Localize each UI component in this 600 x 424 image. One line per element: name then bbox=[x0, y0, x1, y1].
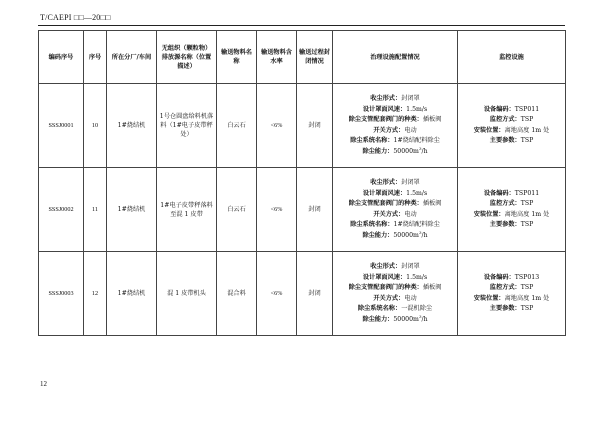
header-closed: 输送过程封闭情况 bbox=[297, 31, 333, 84]
cell-code: SSSJ0003 bbox=[39, 252, 84, 336]
monitor-label: 监控方式： bbox=[489, 116, 521, 123]
monitor-value: TSP011 bbox=[514, 189, 540, 197]
unit-superscript: 3 bbox=[418, 229, 422, 235]
monitor-value: TSP bbox=[520, 284, 534, 291]
treatment-line bbox=[335, 178, 455, 189]
treatment-line bbox=[335, 273, 455, 284]
header-monitor: 监控设施 bbox=[458, 31, 566, 84]
table-header-row bbox=[39, 31, 566, 84]
treatment-label: 设计罩面风速： bbox=[362, 273, 407, 281]
treatment-value: 电动 bbox=[404, 126, 417, 134]
cell-source: 混 1 皮带机头 bbox=[157, 252, 217, 336]
treatment-value: 电动 bbox=[404, 210, 417, 218]
cell-code: SSSJ0002 bbox=[39, 168, 84, 252]
cell-workshop: 1#烧结机 bbox=[107, 168, 157, 252]
emission-source-table bbox=[38, 30, 566, 336]
treatment-label: 除尘支管配套阀门的种类： bbox=[348, 284, 423, 291]
treatment-value: 1.5m/s bbox=[406, 273, 428, 281]
treatment-value: 1#烧结配料除尘 bbox=[393, 137, 440, 144]
monitor-line bbox=[460, 126, 563, 137]
unit-suffix: /h bbox=[421, 315, 428, 323]
monitor-line bbox=[460, 189, 563, 200]
treatment-label: 收尘形式： bbox=[370, 263, 402, 270]
header-moisture: 输送物料含水率 bbox=[257, 31, 297, 84]
treatment-value: 50000m bbox=[393, 147, 419, 155]
treatment-label: 设计罩面风速： bbox=[362, 105, 407, 113]
cell-treatment bbox=[333, 84, 458, 168]
monitor-value: 离地高度 1m 处 bbox=[504, 126, 550, 134]
monitor-value: TSP011 bbox=[514, 105, 540, 113]
treatment-value: 封闭罩 bbox=[401, 263, 420, 270]
treatment-label: 除尘系统名称： bbox=[357, 305, 402, 312]
cell-moisture: <6% bbox=[257, 252, 297, 336]
treatment-line bbox=[335, 304, 455, 315]
cell-workshop: 1#烧结机 bbox=[107, 252, 157, 336]
monitor-value: 离地高度 1m 处 bbox=[504, 294, 550, 302]
treatment-value: 电动 bbox=[404, 294, 417, 302]
monitor-line bbox=[460, 115, 563, 126]
monitor-label: 设备编码： bbox=[483, 189, 515, 197]
monitor-label: 主要参数： bbox=[489, 305, 521, 312]
table-row bbox=[39, 168, 566, 252]
cell-material: 白云石 bbox=[217, 84, 257, 168]
unit-suffix: /h bbox=[421, 147, 428, 155]
treatment-value: 1#烧结配料除尘 bbox=[393, 221, 440, 228]
cell-treatment bbox=[333, 168, 458, 252]
unit-superscript: 3 bbox=[418, 145, 422, 151]
monitor-value: 离地高度 1m 处 bbox=[504, 210, 550, 218]
unit-suffix: /h bbox=[421, 231, 428, 239]
cell-seq: 10 bbox=[84, 84, 107, 168]
monitor-value: TSP013 bbox=[514, 273, 540, 281]
treatment-value: 一混机除尘 bbox=[401, 305, 433, 312]
cell-seq: 11 bbox=[84, 168, 107, 252]
treatment-value: 插板阀 bbox=[422, 116, 442, 123]
cell-closed: 封闭 bbox=[297, 168, 333, 252]
table-row bbox=[39, 252, 566, 336]
treatment-line bbox=[335, 231, 455, 242]
cell-closed: 封闭 bbox=[297, 84, 333, 168]
cell-monitor bbox=[458, 252, 566, 336]
monitor-label: 监控方式： bbox=[489, 284, 521, 291]
treatment-line bbox=[335, 210, 455, 221]
header-seq: 序号 bbox=[84, 31, 107, 84]
treatment-line bbox=[335, 136, 455, 147]
monitor-value: TSP bbox=[520, 221, 534, 228]
treatment-label: 设计罩面风速： bbox=[362, 189, 407, 197]
treatment-value: 1.5m/s bbox=[406, 105, 428, 113]
treatment-label: 开关方式： bbox=[373, 126, 405, 134]
monitor-value: TSP bbox=[520, 116, 534, 123]
cell-monitor bbox=[458, 84, 566, 168]
treatment-line bbox=[335, 199, 455, 210]
treatment-line bbox=[335, 220, 455, 231]
cell-moisture: <6% bbox=[257, 168, 297, 252]
monitor-line bbox=[460, 220, 563, 231]
treatment-line bbox=[335, 115, 455, 126]
header-code: 编码序号 bbox=[39, 31, 84, 84]
treatment-line bbox=[335, 105, 455, 116]
cell-code: SSSJ0001 bbox=[39, 84, 84, 168]
treatment-label: 除尘系统名称： bbox=[350, 221, 394, 228]
cell-source: 1号仓圆盘给料机落料（1#电子皮带秤处） bbox=[157, 84, 217, 168]
treatment-line bbox=[335, 147, 455, 158]
monitor-line bbox=[460, 136, 563, 147]
header-rule bbox=[38, 25, 565, 26]
treatment-value: 插板阀 bbox=[422, 284, 442, 291]
treatment-label: 除尘能力： bbox=[362, 315, 394, 323]
page-number: 12 bbox=[40, 380, 47, 388]
monitor-line bbox=[460, 283, 563, 294]
header-treatment: 治理设施配置情况 bbox=[333, 31, 458, 84]
monitor-label: 监控方式： bbox=[489, 200, 521, 207]
treatment-value: 50000m bbox=[393, 315, 419, 323]
treatment-value: 封闭罩 bbox=[401, 179, 420, 186]
treatment-line bbox=[335, 262, 455, 273]
monitor-line bbox=[460, 210, 563, 221]
treatment-value: 1.5m/s bbox=[406, 189, 428, 197]
cell-material: 混合料 bbox=[217, 252, 257, 336]
treatment-value: 封闭罩 bbox=[401, 95, 420, 102]
monitor-value: TSP bbox=[520, 137, 534, 144]
treatment-label: 收尘形式： bbox=[370, 179, 402, 186]
monitor-label: 安装位置： bbox=[473, 294, 505, 302]
treatment-value: 插板阀 bbox=[422, 200, 442, 207]
header-source: 无组织（颗粒物）排放源名称（位置描述） bbox=[157, 31, 217, 84]
treatment-line bbox=[335, 94, 455, 105]
standard-code: T/CAEPI □□—20□□ bbox=[40, 13, 111, 22]
unit-superscript: 3 bbox=[418, 313, 422, 319]
cell-workshop: 1#烧结机 bbox=[107, 84, 157, 168]
treatment-line bbox=[335, 294, 455, 305]
treatment-label: 开关方式： bbox=[373, 210, 405, 218]
monitor-value: TSP bbox=[520, 305, 534, 312]
treatment-label: 除尘支管配套阀门的种类： bbox=[348, 116, 423, 123]
monitor-line bbox=[460, 105, 563, 116]
monitor-label: 安装位置： bbox=[473, 126, 505, 134]
monitor-label: 设备编码： bbox=[483, 273, 515, 281]
cell-seq: 12 bbox=[84, 252, 107, 336]
treatment-label: 收尘形式： bbox=[370, 95, 402, 102]
treatment-value: 50000m bbox=[393, 231, 419, 239]
monitor-label: 主要参数： bbox=[489, 137, 521, 144]
cell-moisture: <6% bbox=[257, 84, 297, 168]
monitor-value: TSP bbox=[520, 200, 534, 207]
treatment-label: 除尘能力： bbox=[362, 231, 394, 239]
cell-material: 白云石 bbox=[217, 168, 257, 252]
monitor-line bbox=[460, 199, 563, 210]
monitor-label: 主要参数： bbox=[489, 221, 521, 228]
treatment-line bbox=[335, 315, 455, 326]
treatment-label: 开关方式： bbox=[373, 294, 405, 302]
monitor-label: 设备编码： bbox=[483, 105, 515, 113]
treatment-label: 除尘能力： bbox=[362, 147, 394, 155]
treatment-line bbox=[335, 283, 455, 294]
cell-source: 1#电子皮带秤落料至混 1 皮带 bbox=[157, 168, 217, 252]
treatment-label: 除尘系统名称： bbox=[350, 137, 394, 144]
treatment-line bbox=[335, 189, 455, 200]
treatment-label: 除尘支管配套阀门的种类： bbox=[348, 200, 423, 207]
monitor-label: 安装位置： bbox=[473, 210, 505, 218]
cell-monitor bbox=[458, 168, 566, 252]
table-row bbox=[39, 84, 566, 168]
monitor-line bbox=[460, 273, 563, 284]
treatment-line bbox=[335, 126, 455, 137]
header-workshop: 所在分厂/车间 bbox=[107, 31, 157, 84]
monitor-line bbox=[460, 304, 563, 315]
cell-treatment bbox=[333, 252, 458, 336]
cell-closed: 封闭 bbox=[297, 252, 333, 336]
monitor-line bbox=[460, 294, 563, 305]
header-material: 输送物料名称 bbox=[217, 31, 257, 84]
